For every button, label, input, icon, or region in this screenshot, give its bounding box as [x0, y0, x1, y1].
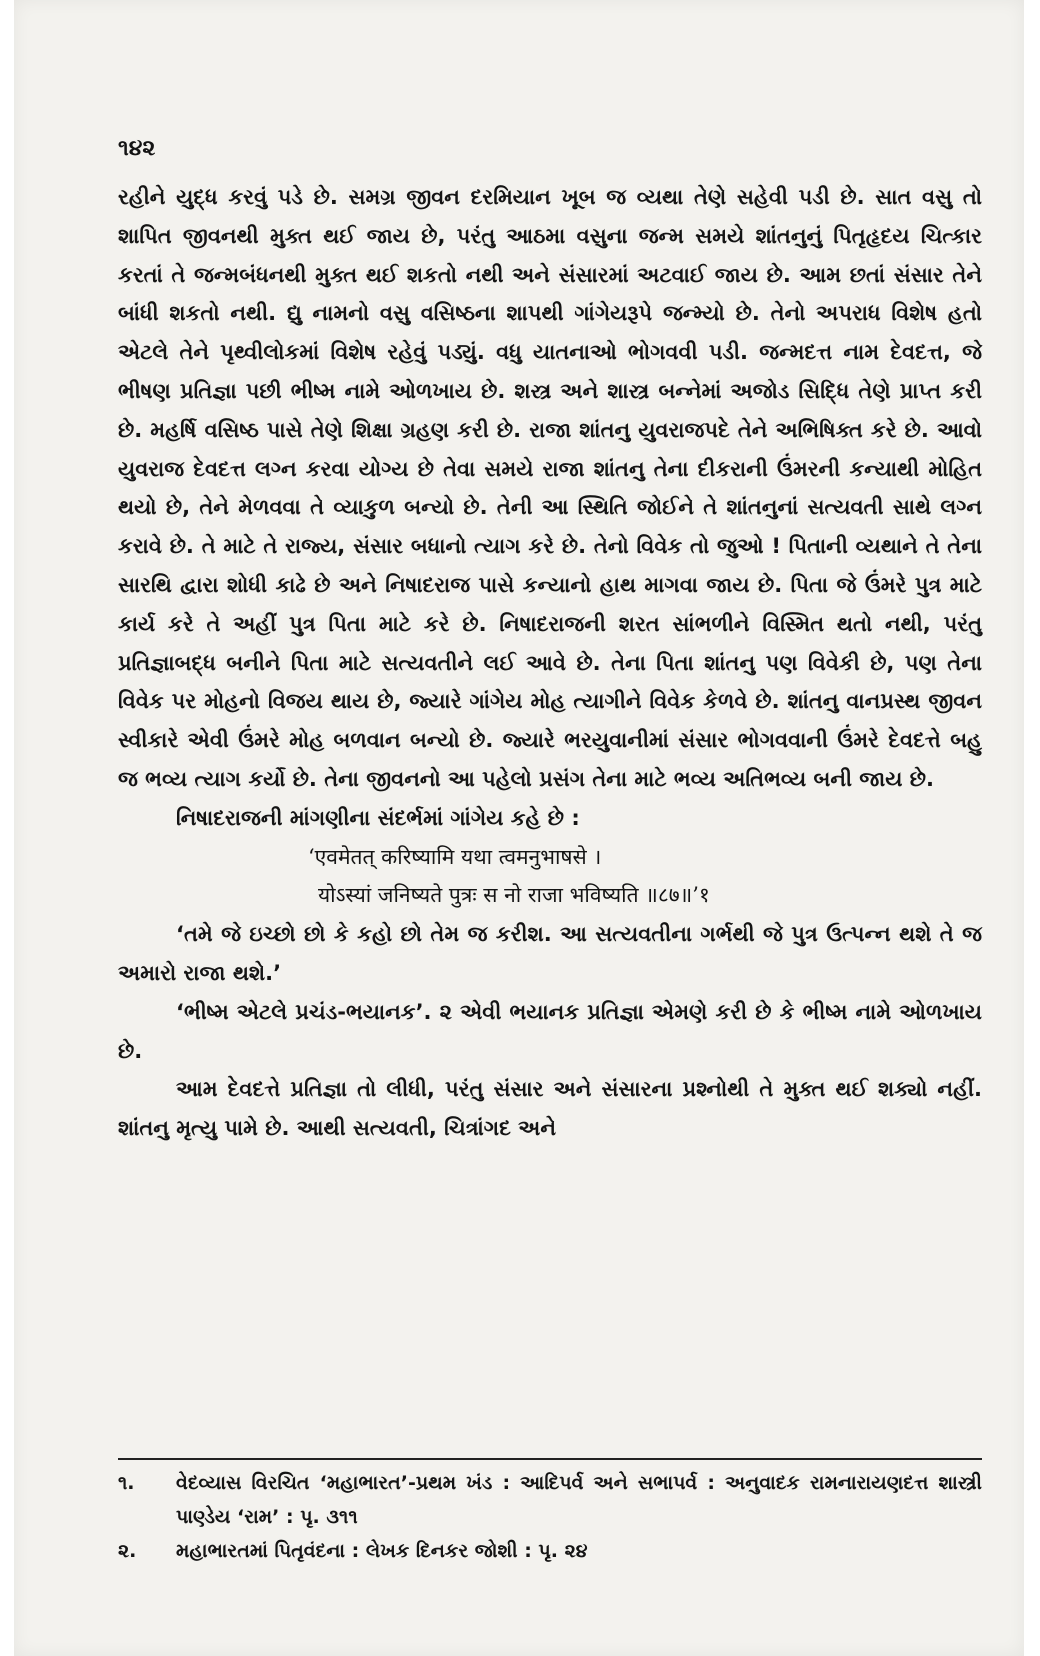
footnotes [118, 1466, 982, 1568]
body-text [118, 178, 982, 1148]
footnote-number: ૨. [118, 1540, 137, 1562]
footnote-text: વેદવ્યાસ વિરચિત ‘મહાભારત’-પ્રથમ ખંડ : આદિપર્વ અને સભાપર્વ : અનુવાદક રામનારાયણદત્ત શાસ્ત્રી પાણ્ડેય ‘રામ’ : પૃ. ૩૧૧ [176, 1472, 982, 1528]
paragraph-4: ‘ભીષ્મ એટલે પ્રચંડ-ભયાનક’. ૨ એવી ભયાનક પ્રતિજ્ઞા એમણે કરી છે કે ભીષ્મ નામે ઓળખાય છે. [118, 999, 982, 1063]
footnote-divider [118, 1458, 982, 1460]
footnote-1 [118, 1466, 982, 1534]
footnote-number: ૧. [118, 1472, 135, 1494]
page-number: ૧૪૨ [118, 136, 156, 161]
paragraph-1: રહીને યુદ્ધ કરવું પડે છે. સમગ્ર જીવન દરમિયાન ખૂબ જ વ્યથા તેણે સહેવી પડી છે. સાત વસુ તો શાપિત જીવનથી મુક્ત થઈ જાય છે, પરંતુ આઠમા વસુના જન્મ સમયે શાંતનુનું પિતૃહૃદય ચિત્કાર કરતાં તે જન્મબંધનથી મુક્ત થઈ શકતો નથી અને સંસારમાં અટવાઈ જાય છે. આમ છતાં સંસાર તેને બાંધી શકતો નથી. દ્યુ નામનો વસુ વસિષ્ઠના શાપથી ગાંગેયરૂપે જન્મ્યો છે. તેનો અપરાધ વિશેષ હતો એટલે તેને પૃથ્વીલોકમાં વિશેષ રહેવું પડ્યું. વધુ યાતનાઓ ભોગવવી પડી. જન્મદત્ત નામ દેવદત્ત, જે ભીષણ પ્રતિજ્ઞા પછી ભીષ્મ નામે ઓળખાય છે. શસ્ત્ર અને શાસ્ત્ર બન્નેમાં અજોડ સિદ્ધિ તેણે પ્રાપ્ત કરી છે. મહર્ષિ વસિષ્ઠ પાસે તેણે શિક્ષા ગ્રહણ કરી છે. રાજા શાંતનુ યુવરાજપદે તેને અભિષિક્ત કરે છે. આવો યુવરાજ દેવદત્ત લગ્ન કરવા યોગ્ય છે તેવા સમયે રાજા શાંતનુ તેના દીકરાની ઉંમરની કન્યાથી મોહિત થયો છે, તેને મેળવવા તે વ્યાકુળ બન્યો છે. તેની આ સ્થિતિ જોઈને તે શાંતનુનાં સત્યવતી સાથે લગ્ન કરાવે છે. તે માટે તે રાજ્ય, સંસાર બધાનો ત્યાગ કરે છે. તેનો વિવેક તો જુઓ ! પિતાની વ્યથાને તે તેના સારથિ દ્વારા શોધી કાઢે છે અને નિષાદરાજ પાસે કન્યાનો હાથ માગવા જાય છે. પિતા જે ઉંમરે પુત્ર માટે કાર્ય કરે તે અહીં પુત્ર પિતા માટે કરે છે. નિષાદરાજની શરત સાંભળીને વિસ્મિત થતો નથી, પરંતુ પ્રતિજ્ઞાબદ્ધ બનીને પિતા માટે સત્યવતીને લઈ આવે છે. તેના પિતા શાંતનુ પણ વિવેકી છે, પણ તેના વિવેક પર મોહનો વિજય થાય છે, જ્યારે ગાંગેય મોહ ત્યાગીને વિવેક કેળવે છે. શાંતનુ વાનપ્રસ્થ જીવન સ્વીકારે એવી ઉંમરે મોહ બળવાન બન્યો છે. જ્યારે ભરયુવાનીમાં સંસાર ભોગવવાની ઉંમરે દેવદત્તે બહુ જ ભવ્ય ત્યાગ કર્યો છે. તેના જીવનનો આ પહેલો પ્રસંગ તેના માટે ભવ્ય અતિભવ્ય બની જાય છે. [118, 185, 982, 791]
page-edge [0, 0, 14, 1656]
paragraph-2: નિષાદરાજની માંગણીના સંદર્ભમાં ગાંગેય કહે છે : [176, 805, 580, 830]
paragraph-3: ‘તમે જે ઇચ્છો છો કે કહો છો તેમ જ કરીશ. આ સત્યવતીના ગર્ભથી જે પુત્ર ઉત્પન્ન થશે તે જ અમારો રાજા થશે.’ [118, 922, 982, 985]
sanskrit-verse-line-2: योऽस्यां जनिष्यते पुत्रः स नो राजा भविष्यति ॥८७॥’१ [318, 883, 710, 908]
paragraph-5: આમ દેવદત્તે પ્રતિજ્ઞા તો લીધી, પરંતુ સંસાર અને સંસારના પ્રશ્નોથી તે મુક્ત થઈ શક્યો નહીં. શાંતનુ મૃત્યુ પામે છે. આથી સત્યવતી, ચિત્રાંગદ અને [118, 1077, 982, 1141]
sanskrit-verse-line-1: ‘एवमेतत् करिष्यामि यथा त्वमनुभाषसे । [308, 844, 602, 869]
footnote-2 [118, 1534, 982, 1568]
footnote-text: મહાભારતમાં પિતૃવંદના : લેખક દિનકર જોશી : પૃ. ૨૪ [176, 1540, 588, 1562]
